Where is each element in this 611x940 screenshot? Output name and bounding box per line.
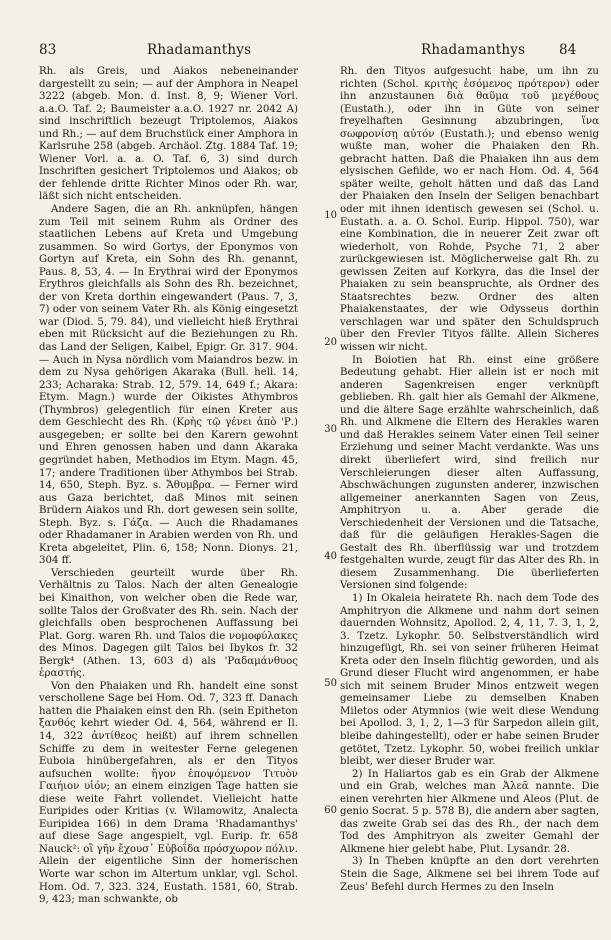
paragraph: Rh. als Greis, und Aiakos nebeneinander dargestellt zu sein; — auf der Amphora in Neapel 3222 (abgeb. Mon. d. Inst. 8, 9; Wiener Vorl. a.a.O. Taf. 2; Baumeister a.a.O. 1927 nr. 2042 A) sind inschriftlich bezeugt Triptolemos, Aiakos und Rh.; — auf dem Bruchstück einer Amphora in Karlsruhe 258 (abgeb. Archäol. Ztg. 1884 Taf. 19; Wiener Vorl. a. a. O. Taf. 6, 3) sind durch Inschriften gesichert Triptolemos und Aiakos; ob der fehlende dritte Richter Minos oder Rh. war, läßt sich nicht entscheiden. — [39, 66, 298, 203]
paragraph: 3) In Theben knüpfte an den dort verehrten Stein die Sage, Alkmene sei bei ihrem Tode auf Zeus' Befehl durch Hermes zu den Inseln — [340, 856, 599, 893]
line-number: 50 — [324, 678, 337, 689]
left-page-number: 83 — [39, 42, 57, 58]
line-number: 20 — [324, 337, 337, 348]
paragraph: Andere Sagen, die an Rh. anknüpfen, hängen zum Teil mit seinem Ruhm als Ordner des staatlichen Lebens auf Kreta und Umgebung zusammen. So wird Gortys, der Eponymos von Gortyn auf Kreta, ein Sohn des Rh. genannt, Paus. 8, 53, 4. — In Erythrai wird der Eponymos Erythros gleichfalls als Sohn des Rh. bezeichnet, der von Kreta dorthin eingewandert (Paus. 7, 3, 7) oder von seinem Vater Rh. als König eingesetzt war (Diod. 5, 79. 84), und vielleicht hieß Erythrai eben mit Rücksicht auf die Beziehungen zu Rh. das Land der Seligen, Kaibel, Epigr. Gr. 317. 904. — Auch in Nysa nördlich vom Maiandros bezw. in dem zu Nysa gehörigen Akaraka (Bull. hell. 14, 233; Acharaka: Strab. 12, 579. 14, 649 f.; Akara: Etym. Magn.) wurde der Oikistes Athymbros (Thymbros) gelegentlich für einen Kreter aus dem Geschlecht des Rh. (Κρὴς τῷ γένει ἀπὸ 'Ρ.) ausgegeben; er sollte bei den Karern gewohnt und Ehren genossen haben und dann Akaraka gegründet haben, Methodios im Etym. Magn. 45, 17; andere Traditionen über Athymbos bei Strab. 14, 650, Steph. Byz. s. Ἄθυμβρα. — Ferner wird aus Gaza berichtet, daß Minos mit seinen Brüdern Aiakos und Rh. dort gewesen sein sollte, Steph. Byz. s. Γάζα. — Auch die Rhadamanes oder Rhadamaner in Arabien werden von Rh. und Kreta abgeleitet, Plin. 6, 158; Nonn. Dionys. 21, 304 ff. — [39, 204, 298, 567]
right-running-title: Rhadamanthys — [421, 42, 526, 58]
line-number: 10 — [324, 210, 337, 221]
line-number: 60 — [324, 805, 337, 816]
paragraph: In Boiotien hat Rh. einst eine größere Bedeutung gehabt. Hier allein ist er noch mit anderen Sagenkreisen enger verknüpft geblieben. Rh. galt hier als Gemahl der Alkmene, und die ältere Sage erzählte wahrscheinlich, daß Rh. und Alkmene die Eltern des Herakles waren und daß Herakles seinem Vater einen Teil seiner Erziehung und seiner Macht verdankte. Was uns direkt überliefert wird, sind freilich nur Verschleierungen dieser alten Auffassung, Abschwächungen zugunsten anderer, inzwischen allgemeiner anerkannten Sagen von Zeus, Amphitryon u. a. Aber gerade die Verschiedenheit der Versionen und die Tatsache, daß für die geläufigen Herakles-Sagen die Gestalt des Rh. überflüssig war und trotzdem festgehalten wurde, zeugt für das Alter des Rh. in diesem Zusammenhang. Die überlieferten Versionen sind folgende: — [340, 354, 599, 592]
right-page-number: 84 — [559, 42, 577, 58]
line-number: 30 — [324, 424, 337, 435]
left-running-title: Rhadamanthys — [147, 42, 252, 58]
paragraph: Von den Phaiaken und Rh. handelt eine sonst verschollene Sage bei Hom. Od. 7, 323 ff. Danach hatten die Phaiaken einst den Rh. (sein Epitheton ξανθός kehrt wieder Od. 4, 564, während er Il. 14, 322 ἀντίθεος heißt) auf ihrem schnellen Schiffe zu dem in weitester Ferne gelegenen Euboia hinübergefahren, als er den Tityos aufsuchen wollte: ἤγον ἐποψόμενον Τιτυὸν Γαιήιον υἱόν; an einem einzigen Tage hatten sie diese weite Fahrt vollendet. Vielleicht hatte Euripides oder Kritias (v. Wilamowitz, Analecta Euripidea 166) in dem Drama 'Rhadamanthys' auf diese Sage angespielt, vgl. Eurip. fr. 658 Nauck²: οἳ γῆν ἔχουσ᾽ Εὐβοΐδα πρόσχωρον πόλιν. Allein der eigentliche Sinn der homerischen Worte war schon im Altertum unklar, vgl. Schol. Hom. Od. 7, 323. 324, Eustath. 1581, 60, Strab. 9, 423; man schwankte, ob — [39, 680, 298, 906]
paragraph: 2) In Haliartos gab es ein Grab der Alkmene und ein Grab, welches man Ἀλεᾶ nannte. Die einen verehrten hier Alkmene und Aleos (Plut. de genio Socrat. 5 p. 578 B), die andern aber sagten, das zweite Grab sei das des Rh., der nach dem Tod des Amphitryon als zweiter Gemahl der Alkmene hier gelebt habe, Plut. Lysandr. 28. — [340, 768, 599, 855]
paragraph: 1) In Okaleia heiratete Rh. nach dem Tode des Amphitryon die Alkmene und nahm dort seinen dauernden Wohnsitz, Apollod. 2, 4, 11, 7. 3, 1, 2, 3. Tzetz. Lykophr. 50. Selbstverständlich wird hinzugefügt, Rh. sei von seiner früheren Heimat Kreta oder den Inseln flüchtig geworden, und als Grund dieser Flucht wird angenommen, er habe sich mit seinem Bruder Minos entzweit wegen gemeinsamer Liebe zu demselben Knaben Miletos oder Atymnios (wie weit diese Wendung bei Apollod. 3, 1, 2, 1—3 für Sarpedon allein gilt, bleibe dahingestellt), oder er habe seinen Bruder getötet, Tzetz. Lykophr. 50, wobei freilich unklar bleibt, wer dieser Bruder war. — [340, 592, 599, 768]
left-column — [39, 66, 298, 907]
paragraph: Rh. den Tityos aufgesucht habe, um ihn zu richten (Schol. κριτὴς ἐσόμενος πρότερον) oder ihn anzustaunen διὰ θαῦμα τοῦ μεγέθους (Eustath.), oder ihn in Güte von seiner freyelhaften Gesinnung abzubringen, ἵνα σωφρονίσῃ αὐτόν (Eustath.); und ebenso wenig wußte man, woher die Phaiaken den Rh. gebracht hatten. Daß die Phaiaken ihn aus dem elysischen Gefilde, wo er nach Hom. Od. 4, 564 später weilte, geholt hätten und daß das Land der Phaiaken den Inseln der Seligen benachbart oder mit ihnen identisch gewesen sei (Schol. u. Eustath. a. a. O. Schol. Eurip. Hippol. 750), war eine Kombination, die in neuerer Zeit zwar oft wiederholt, von Rohde, Psyche 71, 2 aber zurückgewiesen ist. Möglicherweise galt Rh. zu gewissen Zeiten auf Korkyra, das die Insel der Phaiaken zu sein beanspruchte, als Ordner des Staatsrechtes bezw. Ordner des alten Phaiakenstaates, der wie Odysseus dorthin verschlagen war und später den Schuldspruch über den Frevler Tityos fällte. Allein Sicheres wissen wir nicht. — [340, 66, 599, 354]
right-column — [340, 66, 599, 894]
paragraph: Verschieden geurteilt wurde über Rh. Verhältnis zu Talos. Nach der alten Genealogie bei Kinaithon, von welcher oben die Rede war, sollte Talos der Großvater des Rh. sein. Nach der gleichfalls oben besprochenen Auffassung bei Plat. Gorg. waren Rh. und Talos die νομοφύλακες des Minos. Dagegen gilt Talos bei Ibykos fr. 32 Bergk⁴ (Athen. 13, 603 d) als 'Ραδαμάνθυος ἐραστής. — [39, 567, 298, 680]
line-number: 40 — [324, 551, 337, 562]
